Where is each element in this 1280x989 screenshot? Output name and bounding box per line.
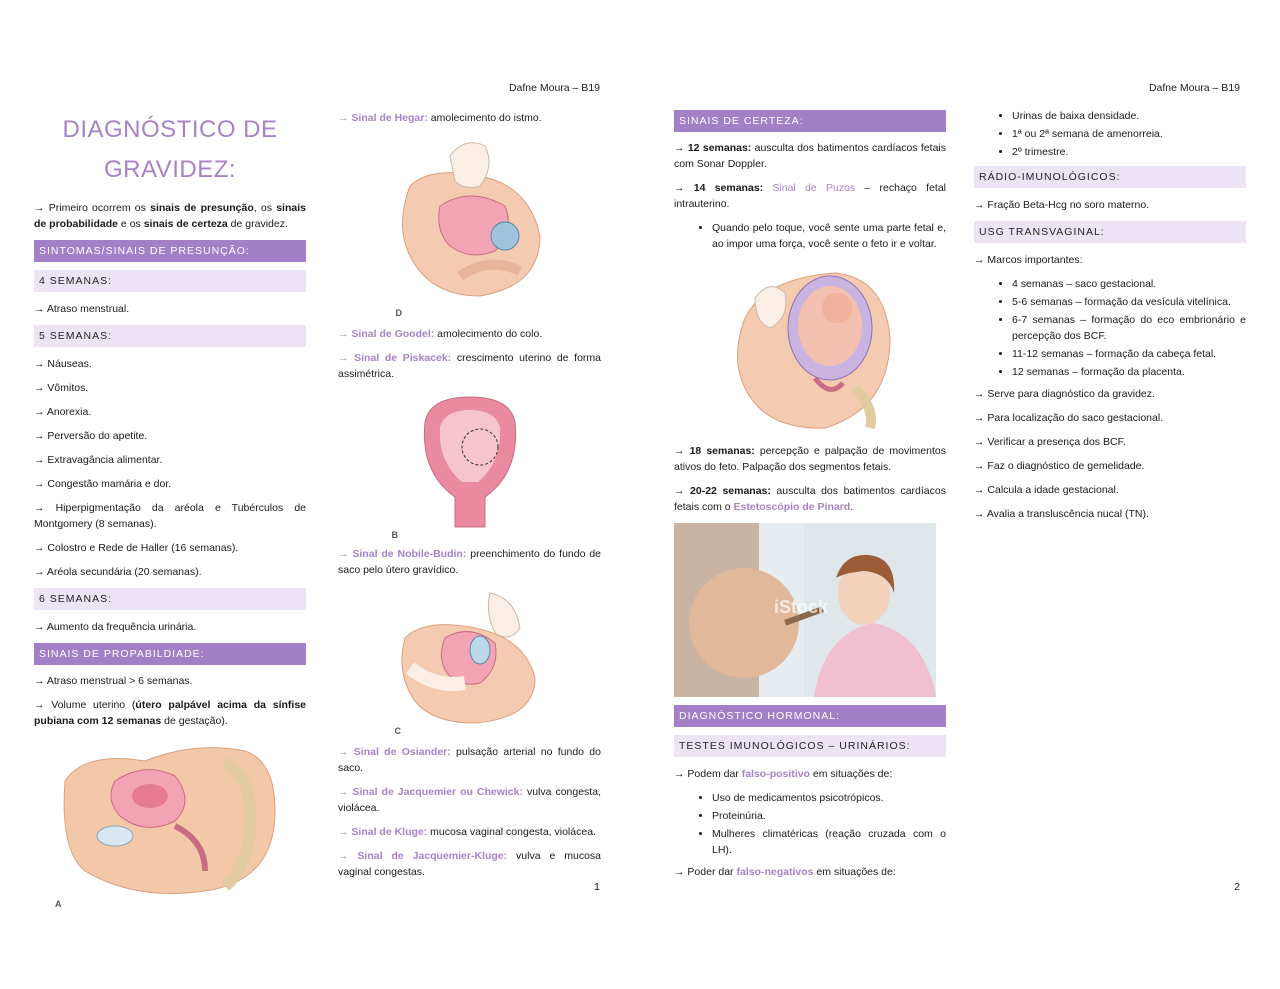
- list-item: • 6-7 semanas – formação do eco embrionário e percepção dos BCF.: [1012, 312, 1246, 344]
- list-item: → Perversão do apetite.: [34, 430, 148, 442]
- list-item: → Calcula a idade gestacional.: [974, 484, 1119, 496]
- list-item: → Serve para diagnóstico da gravidez.: [974, 388, 1155, 400]
- list-item: → Aumento da frequência urinária.: [34, 621, 197, 633]
- page2-column-right: [974, 108, 1246, 530]
- section-header-presuncao: SINTOMAS/SINAIS DE PRESUNÇÃO:: [34, 240, 306, 262]
- page2-column-left: [674, 110, 946, 888]
- marcos-importantes: → Marcos importantes:: [974, 254, 1083, 266]
- puzos-bullets: [674, 220, 946, 252]
- page-number: 1: [594, 881, 600, 893]
- list-item: • 1ª ou 2ª semana de amenorreia.: [1012, 126, 1246, 142]
- list-item: → Atraso menstrual > 6 semanas.: [34, 675, 193, 687]
- certeza-12-semanas: → 12 semanas: ausculta dos batimentos cardíacos fetais com Sonar Doppler.: [674, 142, 946, 170]
- subheader-4-semanas: 4 SEMANAS:: [34, 270, 306, 292]
- figure-label-d: D: [395, 308, 402, 318]
- certeza-18-semanas: → 18 semanas: percepção e palpação de movimentos ativos do feto. Palpação dos segmentos fetais.: [674, 445, 946, 473]
- page1-column-right: [338, 110, 601, 888]
- section-header-hormonal: DIAGNÓSTICO HORMONAL:: [674, 705, 946, 727]
- subheader-radio-imunologicos: RÁDIO-IMUNOLÓGICOS:: [974, 166, 1246, 188]
- list-item: • 11-12 semanas – formação da cabeça fetal.: [1012, 346, 1246, 362]
- pinard-photo: [674, 523, 936, 697]
- list-item: • Quando pelo toque, você sente uma parte fetal e, ao impor uma força, você sente o feto ir e voltar.: [712, 220, 946, 252]
- list-item: → Náuseas.: [34, 358, 92, 370]
- subheader-6-semanas: 6 SEMANAS:: [34, 588, 306, 610]
- list-item: → Vômitos.: [34, 382, 89, 394]
- falso-positivo-list: [674, 790, 946, 858]
- section-header-probabilidade: SINAIS DE PROPABILDIADE:: [34, 643, 306, 665]
- subheader-5-semanas: 5 SEMANAS:: [34, 325, 306, 347]
- page-title: [34, 110, 306, 190]
- list-item: → Fração Beta-Hcg no soro materno.: [974, 199, 1150, 211]
- volume-uterino-paragraph: → Volume uterino (útero palpável acima da sínfise pubiana com 12 semanas de gestação).: [34, 699, 306, 727]
- list-item: → Anorexia.: [34, 406, 92, 418]
- anatomy-illustration-a: [55, 741, 285, 909]
- page1-column-left: [34, 110, 306, 911]
- page-2: [640, 0, 1280, 989]
- figure-label-b: B: [391, 530, 398, 540]
- sinal-hegar: → Sinal de Hegar: amolecimento do istmo.: [338, 112, 542, 124]
- list-item: → Verificar a presença dos BCF.: [974, 436, 1126, 448]
- sinal-osiander: → Sinal de Osiander: pulsação arterial no fundo do saco.: [338, 746, 601, 774]
- list-item: • 4 semanas – saco gestacional.: [1012, 276, 1246, 292]
- figure-label-c: C: [394, 726, 401, 736]
- sinal-jacquemier: → Sinal de Jacquemier ou Chewick: vulva congesta, violácea.: [338, 786, 601, 814]
- sinal-jacquemier-kluge: → Sinal de Jacquemier-Kluge: vulva e mucosa vaginal congestas.: [338, 850, 601, 878]
- list-item: → Faz o diagnóstico de gemelidade.: [974, 460, 1145, 472]
- falso-positivo-paragraph: → Podem dar falso-positivo em situações de:: [674, 768, 893, 780]
- sinal-kluge: → Sinal de Kluge: mucosa vaginal congesta, violácea.: [338, 826, 596, 838]
- marcos-list: [974, 276, 1246, 380]
- list-item: → Avalia a transluscência nucal (TN).: [974, 508, 1149, 520]
- list-item: → Aréola secundária (20 semanas).: [34, 566, 202, 578]
- list-item: → Para localização do saco gestacional.: [974, 412, 1164, 424]
- section-header-certeza: SINAIS DE CERTEZA:: [674, 110, 946, 132]
- list-item: • Mulheres climatéricas (reação cruzada com o LH).: [712, 826, 946, 858]
- sinal-nobile-budin: → Sinal de Nobile-Budin: preenchimento do fundo de saco pelo útero gravídico.: [338, 548, 601, 576]
- page-number: 2: [1234, 881, 1240, 893]
- list-item: • 12 semanas – formação da placenta.: [1012, 364, 1246, 380]
- subheader-usg-transvaginal: USG TRANSVAGINAL:: [974, 221, 1246, 243]
- figure-label-a: A: [55, 899, 62, 909]
- anatomy-illustration-d: [390, 136, 550, 318]
- title-line-2: GRAVIDEZ:: [103, 156, 237, 183]
- list-item: • Proteinúria.: [712, 808, 946, 824]
- sinal-goodel: → Sinal de Goodel: amolecimento do colo.: [338, 328, 543, 340]
- uterus-illustration-b: [391, 392, 530, 540]
- title-line-1: DIAGNÓSTICO DE: [62, 116, 278, 143]
- list-item: • 2º trimestre.: [1012, 144, 1246, 160]
- list-item: → Atraso menstrual.: [34, 303, 130, 315]
- list-item: → Colostro e Rede de Haller (16 semanas).: [34, 542, 239, 554]
- anatomy-illustration-c: [394, 588, 545, 736]
- page-header-author: Dafne Moura – B19: [508, 82, 600, 94]
- list-item: • 5-6 semanas – formação da vesícula vitelínica.: [1012, 294, 1246, 310]
- certeza-20-22-semanas: → 20-22 semanas: ausculta dos batimentos cardíacos fetais com o Estetoscópio de Pinard.: [674, 485, 946, 513]
- list-item: • Uso de medicamentos psicotrópicos.: [712, 790, 946, 806]
- fetus-illustration: [725, 258, 895, 433]
- page-header-author: Dafne Moura – B19: [1148, 82, 1240, 94]
- list-item: → Extravagância alimentar.: [34, 454, 163, 466]
- subheader-testes-imunologicos: TESTES IMUNOLÓGICOS – URINÁRIOS:: [674, 735, 946, 757]
- certeza-14-semanas: → 14 semanas: Sinal de Puzos – rechaço fetal intrauterino.: [674, 182, 947, 210]
- sinal-piskacek: → Sinal de Piskacek: crescimento uterino de forma assimétrica.: [338, 352, 601, 380]
- photo-watermark: iStock: [774, 597, 829, 617]
- intro-paragraph: → Primeiro ocorrem os sinais de presunção, os sinais de probabilidade e os sinais de certeza de gravidez.: [34, 202, 306, 230]
- falso-negativo-list: [974, 108, 1246, 160]
- falso-negativo-paragraph: → Poder dar falso-negativos em situações de:: [674, 866, 896, 878]
- list-item: • Urinas de baixa densidade.: [1012, 108, 1246, 124]
- list-item: → Congestão mamária e dor.: [34, 478, 172, 490]
- list-item: → Hiperpigmentação da aréola e Tubérculos de Montgomery (8 semanas).: [34, 502, 306, 530]
